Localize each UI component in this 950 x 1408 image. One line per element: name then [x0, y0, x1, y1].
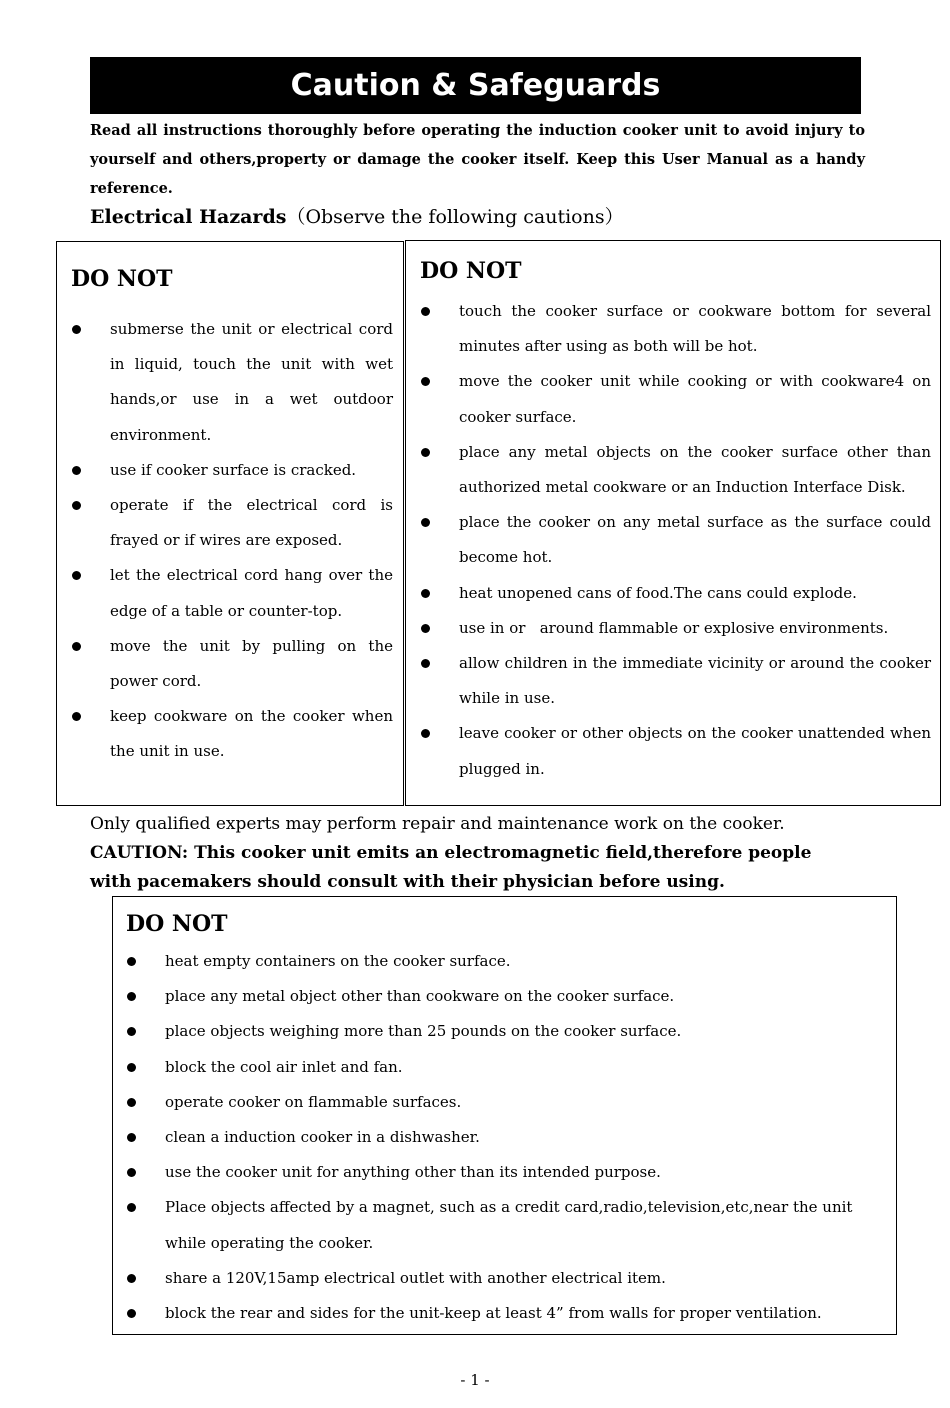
- electrical-hazards-heading: [90, 202, 890, 232]
- list-item: clean a induction cooker in a dishwasher.: [126, 1120, 886, 1155]
- bullet-icon: [72, 571, 81, 580]
- list-item: allow children in the immediate vicinity or around the cooker while in use.: [420, 646, 931, 716]
- bullet-icon: [72, 712, 81, 721]
- left-do-not-box: [56, 241, 404, 806]
- bullet-icon: [127, 1309, 136, 1318]
- list-item: move the cooker unit while cooking or with cookware4 on cooker surface.: [420, 364, 931, 434]
- bullet-icon: [127, 1063, 136, 1072]
- list-item: place the cooker on any metal surface as the surface could become hot.: [420, 505, 931, 575]
- list-item: operate if the electrical cord is frayed or if wires are exposed.: [71, 488, 393, 558]
- bottom-do-not-box: [112, 896, 897, 1335]
- left-box-list: [71, 312, 393, 770]
- bullet-icon: [421, 448, 430, 457]
- hazards-title: Electrical Hazards: [90, 206, 287, 228]
- bullet-icon: [127, 1133, 136, 1142]
- list-item: move the unit by pulling on the power cord.: [71, 629, 393, 699]
- page-number: - 1 -: [460, 1371, 490, 1389]
- bullet-icon: [421, 307, 430, 316]
- intro-paragraph: Read all instructions thoroughly before operating the induction cooker unit to avoid injury to yourself and others,property or damage the cooker itself. Keep this User Manual as a handy reference.: [90, 122, 865, 197]
- bullet-icon: [421, 377, 430, 386]
- list-item: block the rear and sides for the unit-keep at least 4” from walls for proper ventilation.: [126, 1296, 886, 1331]
- bullet-icon: [127, 1203, 136, 1212]
- bullet-icon: [127, 1274, 136, 1283]
- right-box-heading: DO NOT: [420, 258, 522, 284]
- bullet-icon: [421, 589, 430, 598]
- list-item: use if cooker surface is cracked.: [71, 453, 393, 488]
- list-item: heat unopened cans of food.The cans could explode.: [420, 576, 931, 611]
- bottom-box-heading: DO NOT: [126, 911, 228, 937]
- list-item: place any metal objects on the cooker surface other than authorized metal cookware or an Induction Interface Disk.: [420, 435, 931, 505]
- bullet-icon: [127, 1168, 136, 1177]
- bullet-icon: [72, 466, 81, 475]
- list-item: share a 120V,15amp electrical outlet with another electrical item.: [126, 1261, 886, 1296]
- list-item: place any metal object other than cookware on the cooker surface.: [126, 979, 886, 1014]
- list-item: use the cooker unit for anything other than its intended purpose.: [126, 1155, 886, 1190]
- bullet-icon: [72, 501, 81, 510]
- bullet-icon: [421, 659, 430, 668]
- list-item: use in or around flammable or explosive environments.: [420, 611, 931, 646]
- list-item: operate cooker on flammable surfaces.: [126, 1085, 886, 1120]
- bottom-box-list: [126, 944, 886, 1331]
- right-do-not-box: [405, 240, 941, 806]
- bullet-icon: [72, 325, 81, 334]
- bullet-icon: [127, 992, 136, 1001]
- list-item: heat empty containers on the cooker surface.: [126, 944, 886, 979]
- list-item: Place objects affected by a magnet, such as a credit card,radio,television,etc,near the unit while operating the cooker.: [126, 1190, 886, 1260]
- list-item: let the electrical cord hang over the edge of a table or counter-top.: [71, 558, 393, 628]
- list-item: place objects weighing more than 25 pounds on the cooker surface.: [126, 1014, 886, 1049]
- bullet-icon: [127, 1027, 136, 1036]
- bullet-icon: [127, 1098, 136, 1107]
- repair-note: Only qualified experts may perform repair and maintenance work on the cooker.: [90, 814, 785, 834]
- list-item: block the cool air inlet and fan.: [126, 1050, 886, 1085]
- caution-note: CAUTION: This cooker unit emits an electromagnetic field,therefore people with pacemakers should consult with their physician before using.: [90, 843, 812, 892]
- list-item: keep cookware on the cooker when the unit in use.: [71, 699, 393, 769]
- list-item: touch the cooker surface or cookware bottom for several minutes after using as both will be hot.: [420, 294, 931, 364]
- right-box-list: [420, 294, 931, 787]
- bullet-icon: [127, 957, 136, 966]
- bullet-icon: [421, 729, 430, 738]
- hazards-note: （Observe the following cautions）: [286, 206, 624, 228]
- bullet-icon: [421, 624, 430, 633]
- list-item: leave cooker or other objects on the cooker unattended when plugged in.: [420, 716, 931, 786]
- page-title: Caution & Safeguards: [90, 57, 861, 114]
- left-box-heading: DO NOT: [71, 266, 173, 292]
- bullet-icon: [72, 642, 81, 651]
- bullet-icon: [421, 518, 430, 527]
- list-item: submerse the unit or electrical cord in liquid, touch the unit with wet hands,or use in a wet outdoor environment.: [71, 312, 393, 453]
